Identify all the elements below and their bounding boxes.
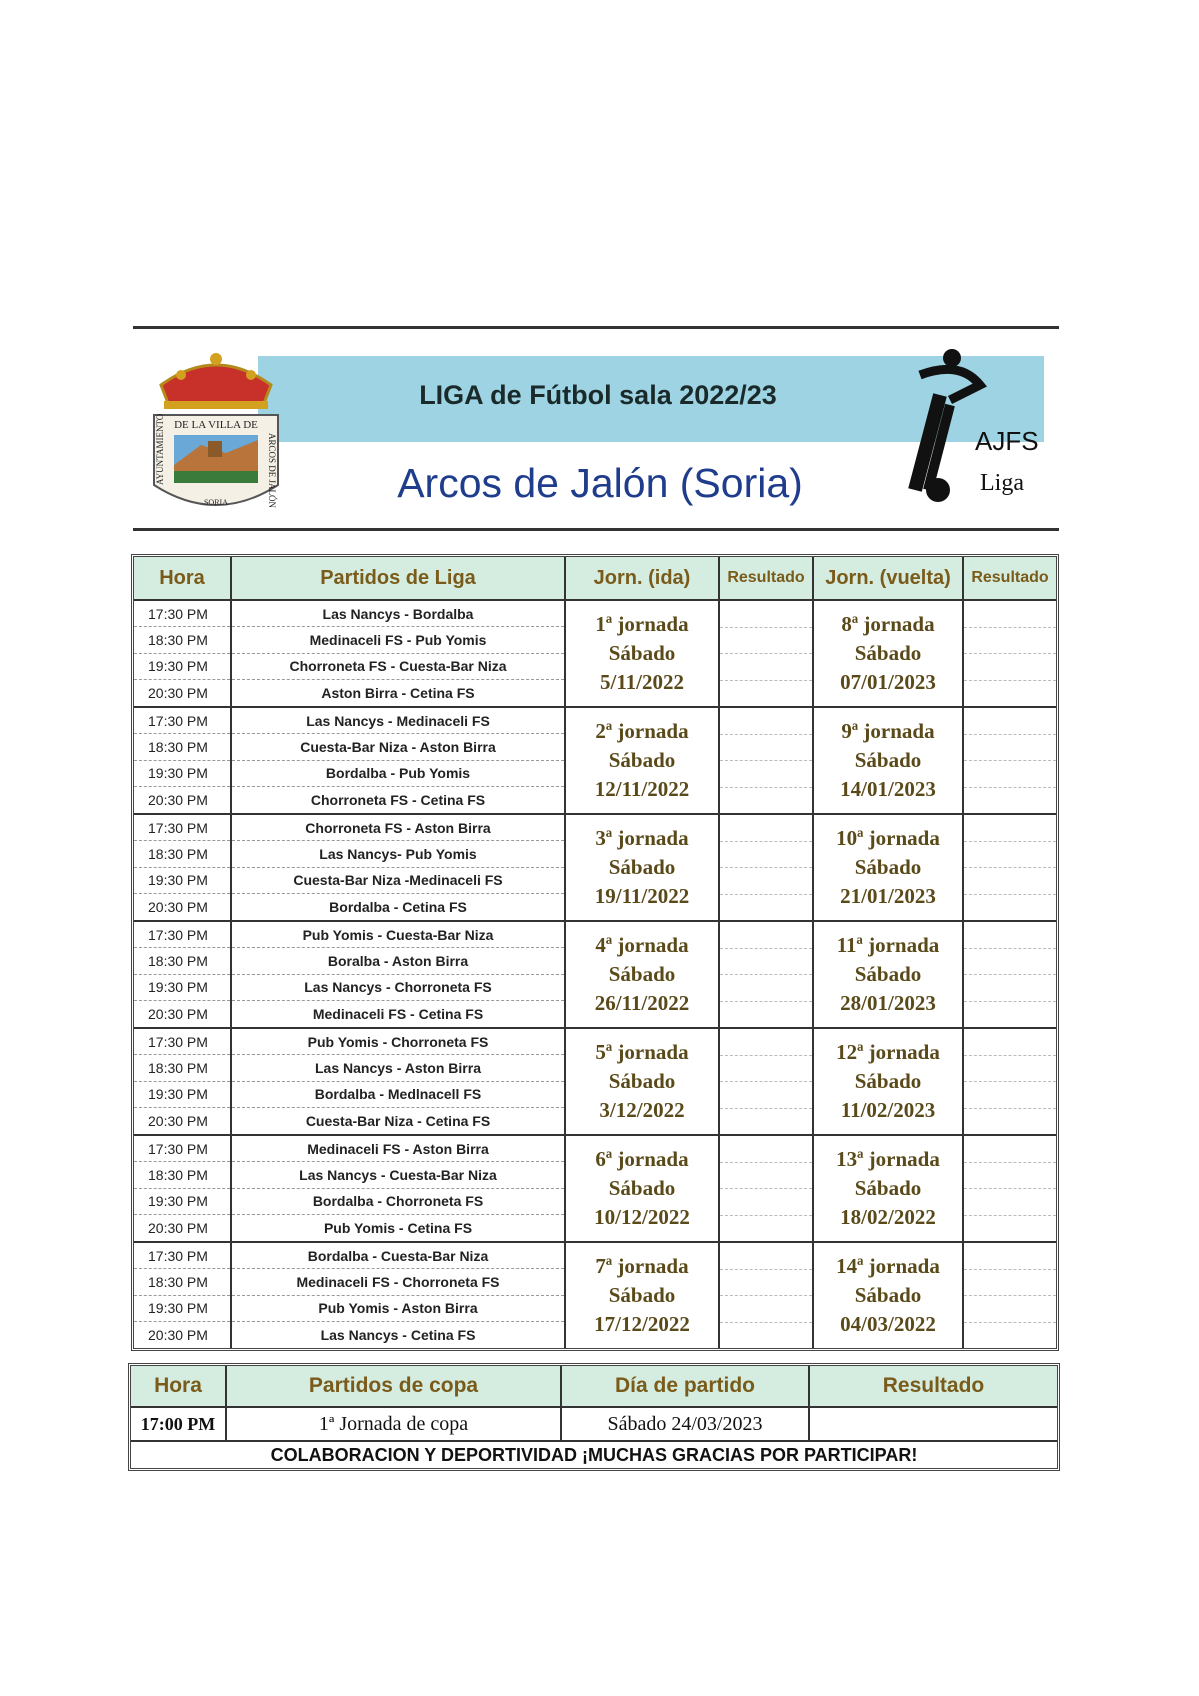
result-line [964, 628, 1056, 655]
matchday-block [134, 922, 1056, 1029]
match-time: 18:30 PM [134, 1162, 230, 1188]
result-line [964, 1189, 1056, 1216]
time-column [134, 922, 232, 1027]
time-column [134, 815, 232, 920]
result-line [964, 1270, 1056, 1297]
jornada-vuelta [814, 1243, 964, 1348]
result-line [720, 628, 812, 655]
jornada-vuelta [814, 1136, 964, 1241]
time-column [134, 1243, 232, 1348]
jornada-vuelta-line: 21/01/2023 [840, 884, 936, 908]
result-vuelta-cell[interactable] [964, 601, 1056, 706]
cup-date: Sábado 24/03/2023 [562, 1408, 810, 1440]
crest-logo [146, 345, 286, 520]
header-jorn-vuelta: Jorn. (vuelta) [814, 557, 964, 599]
match-time: 20:30 PM [148, 1005, 208, 1022]
result-line [720, 1216, 812, 1242]
match-pairing: Chorroneta FS - Cuesta-Bar Niza [232, 654, 564, 680]
jornada-ida-line: 5/11/2022 [599, 670, 684, 694]
match-pairing: Boralba - Aston Birra [232, 948, 564, 974]
result-line [720, 1109, 812, 1135]
jornada-ida-line: 3ª jornada [595, 826, 689, 850]
result-line [720, 1163, 812, 1190]
result-line [720, 1029, 812, 1056]
logo-top-text: AJFS [975, 426, 1039, 456]
jornada-vuelta-line: Sábado [854, 855, 922, 879]
result-line [720, 708, 812, 735]
result-line [720, 1002, 812, 1028]
result-line [720, 735, 812, 762]
match-time: 19:30 PM [134, 761, 230, 787]
crest-top-text: DE LA VILLA DE [174, 419, 258, 431]
player-icon [915, 349, 980, 502]
result-ida-cell[interactable] [720, 708, 814, 813]
match-time: 18:30 PM [134, 1055, 230, 1081]
result-line [720, 949, 812, 976]
result-vuelta-cell[interactable] [964, 1136, 1056, 1241]
match-time: 17:30 PM [134, 708, 230, 734]
result-line [964, 1002, 1056, 1028]
jornada-ida [566, 1243, 720, 1348]
result-line [964, 1056, 1056, 1083]
jornada-vuelta-line: 11/02/2023 [840, 1098, 936, 1122]
jornada-ida-line: 4ª jornada [595, 933, 689, 957]
result-line [964, 868, 1056, 895]
cup-header-hora: Hora [131, 1366, 227, 1406]
cup-header-dia: Día de partido [562, 1366, 810, 1406]
jornada-vuelta-line: Sábado [854, 748, 922, 772]
matches-column [232, 922, 566, 1027]
time-column [134, 1136, 232, 1241]
match-pairing: Pub Yomis - Aston Birra [232, 1296, 564, 1322]
result-line [964, 1136, 1056, 1163]
match-pairing: Bordalba - Pub Yomis [232, 761, 564, 787]
jornada-ida-line: Sábado [608, 748, 676, 772]
header-resultado-vuelta: Resultado [964, 557, 1056, 599]
jornada-vuelta [814, 922, 964, 1027]
result-ida-cell[interactable] [720, 1243, 814, 1348]
result-line [964, 1163, 1056, 1190]
result-line [720, 975, 812, 1002]
jornada-vuelta-line: 12ª jornada [836, 1040, 940, 1064]
cup-header-row [131, 1366, 1057, 1408]
result-line [964, 949, 1056, 976]
result-ida-cell[interactable] [720, 815, 814, 920]
match-time: 19:30 PM [134, 1082, 230, 1108]
bottom-rule [133, 528, 1059, 531]
jornada-vuelta [814, 815, 964, 920]
jornada-ida [566, 922, 720, 1027]
result-ida-cell[interactable] [720, 601, 814, 706]
jornada-ida-line: 26/11/2022 [594, 991, 690, 1015]
jornada-ida [566, 1136, 720, 1241]
match-pairing: Pub Yomis - Cuesta-Bar Niza [232, 922, 564, 948]
match-time: 17:30 PM [134, 1136, 230, 1162]
result-line [720, 654, 812, 681]
result-line [720, 895, 812, 921]
jornada-vuelta [814, 1029, 964, 1134]
match-time: 18:30 PM [134, 1269, 230, 1295]
match-pairing: Bordalba - Chorroneta FS [232, 1189, 564, 1215]
jornada-ida-line: 3/12/2022 [599, 1098, 685, 1122]
match-time: 17:30 PM [134, 1029, 230, 1055]
jornada-vuelta-line: 9ª jornada [841, 719, 935, 743]
result-line [964, 895, 1056, 921]
result-line [964, 1243, 1056, 1270]
result-vuelta-cell[interactable] [964, 708, 1056, 813]
jornada-ida-line: 1ª jornada [595, 612, 689, 636]
result-line [720, 1136, 812, 1163]
jornada-ida-line: Sábado [608, 1069, 676, 1093]
match-pairing: Las Nancys - Aston Birra [232, 1055, 564, 1081]
matches-column [232, 708, 566, 813]
schedule-header-row [134, 557, 1056, 601]
result-ida-cell[interactable] [720, 922, 814, 1027]
match-time: 17:30 PM [134, 601, 230, 627]
result-line [964, 1216, 1056, 1242]
result-line [720, 761, 812, 788]
match-time: 18:30 PM [134, 627, 230, 653]
jornada-vuelta-line: Sábado [854, 1283, 922, 1307]
result-line [964, 975, 1056, 1002]
matchday-block [134, 1243, 1056, 1348]
match-time: 18:30 PM [134, 841, 230, 867]
match-time: 20:30 PM [148, 1112, 208, 1129]
result-line [720, 1296, 812, 1323]
result-line [720, 922, 812, 949]
match-time: 19:30 PM [134, 975, 230, 1001]
header-resultado-ida: Resultado [720, 557, 814, 599]
result-line [964, 1082, 1056, 1109]
match-pairing: Chorroneta FS - Cetina FS [310, 791, 486, 808]
header-partidos: Partidos de Liga [232, 557, 566, 599]
cup-time: 17:00 PM [131, 1408, 227, 1440]
time-column [134, 708, 232, 813]
result-ida-cell[interactable] [720, 1136, 814, 1241]
result-ida-cell[interactable] [720, 1029, 814, 1134]
match-time: 17:30 PM [134, 1243, 230, 1269]
jornada-vuelta-line: 11ª jornada [836, 933, 940, 957]
logo-bottom-text: Liga [980, 470, 1024, 496]
jornada-ida [566, 815, 720, 920]
time-column [134, 601, 232, 706]
matchday-block [134, 601, 1056, 708]
match-pairing: Cuesta-Bar Niza - Aston Birra [232, 734, 564, 760]
match-time: 20:30 PM [148, 1326, 208, 1343]
crown-icon [161, 353, 271, 409]
result-vuelta-cell[interactable] [964, 922, 1056, 1027]
match-pairing: Aston Birra - Cetina FS [321, 684, 475, 701]
result-line [964, 761, 1056, 788]
jornada-ida-line: 10/12/2022 [594, 1205, 690, 1229]
crest-right-text: ARCOS DE JALÓN [267, 433, 277, 509]
jornada-vuelta-line: 10ª jornada [836, 826, 940, 850]
jornada-vuelta-line: 8ª jornada [841, 612, 935, 636]
result-line [720, 1243, 812, 1270]
match-pairing: Las Nancys- Pub Yomis [232, 841, 564, 867]
cup-result [810, 1408, 1057, 1440]
match-pairing: Chorroneta FS - Aston Birra [232, 815, 564, 841]
match-time: 20:30 PM [148, 898, 208, 915]
match-time: 19:30 PM [134, 654, 230, 680]
cup-header-partidos: Partidos de copa [227, 1366, 562, 1406]
jornada-ida [566, 1029, 720, 1134]
result-vuelta-cell[interactable] [964, 1243, 1056, 1348]
result-line [720, 1189, 812, 1216]
match-pairing: Cuesta-Bar Niza -Medinaceli FS [232, 868, 564, 894]
result-line [720, 681, 812, 707]
match-pairing: Cuesta-Bar Niza - Cetina FS [305, 1112, 491, 1129]
result-line [964, 708, 1056, 735]
header-jorn-ida: Jorn. (ida) [566, 557, 720, 599]
result-line [964, 1323, 1056, 1349]
page-subtitle: Arcos de Jalón (Soria) [397, 460, 803, 506]
jornada-ida-line: 17/12/2022 [594, 1312, 690, 1336]
result-line [964, 735, 1056, 762]
matchday-block [134, 708, 1056, 815]
match-pairing: Las Nancys - Chorroneta FS [232, 975, 564, 1001]
crest-left-text: AYUNTAMIENTO [155, 413, 165, 485]
matches-column [232, 815, 566, 920]
match-time: 19:30 PM [134, 1189, 230, 1215]
cup-match: 1ª Jornada de copa [227, 1408, 562, 1440]
matches-column [232, 1243, 566, 1348]
jornada-vuelta [814, 601, 964, 706]
jornada-ida-line: 2ª jornada [595, 719, 689, 743]
crest-bottom-text: SORIA [203, 498, 229, 507]
match-pairing: Bordalba - Cuesta-Bar Niza [232, 1243, 564, 1269]
jornada-ida-line: 12/11/2022 [594, 777, 690, 801]
result-line [720, 601, 812, 628]
result-line [964, 681, 1056, 707]
result-line [964, 1029, 1056, 1056]
match-time: 17:30 PM [134, 815, 230, 841]
match-time: 18:30 PM [134, 734, 230, 760]
match-pairing: Las Nancys - Bordalba [232, 601, 564, 627]
match-time: 18:30 PM [134, 948, 230, 974]
jornada-ida-line: 7ª jornada [595, 1254, 689, 1278]
result-vuelta-cell[interactable] [964, 815, 1056, 920]
jornada-ida-line: 19/11/2022 [594, 884, 690, 908]
result-line [964, 1109, 1056, 1135]
matchday-block [134, 1029, 1056, 1136]
match-pairing: Medinaceli FS - Chorroneta FS [232, 1269, 564, 1295]
ajfs-logo [880, 340, 1040, 515]
match-pairing: Medinaceli FS - Cetina FS [312, 1005, 484, 1022]
match-pairing: Medinaceli FS - Pub Yomis [232, 627, 564, 653]
match-pairing: Bordalba - Cetina FS [329, 898, 467, 915]
result-line [720, 1323, 812, 1349]
jornada-vuelta-line: 14ª jornada [836, 1254, 940, 1278]
result-line [964, 1296, 1056, 1323]
result-line [720, 842, 812, 869]
jornada-ida [566, 601, 720, 706]
jornada-ida-line: 5ª jornada [595, 1040, 689, 1064]
jornada-ida [566, 708, 720, 813]
jornada-vuelta-line: Sábado [854, 962, 922, 986]
matchday-block [134, 815, 1056, 922]
jornada-vuelta-line: Sábado [854, 641, 922, 665]
jornada-vuelta-line: 13ª jornada [836, 1147, 940, 1171]
cup-row [131, 1408, 1057, 1442]
jornada-ida-line: 6ª jornada [595, 1147, 689, 1171]
match-pairing: Las Nancys - Cuesta-Bar Niza [232, 1162, 564, 1188]
league-schedule-table [131, 554, 1059, 1351]
result-line [964, 842, 1056, 869]
matchday-block [134, 1136, 1056, 1243]
match-time: 19:30 PM [134, 868, 230, 894]
result-line [720, 788, 812, 814]
result-line [964, 815, 1056, 842]
page-title: LIGA de Fútbol sala 2022/23 [419, 380, 777, 410]
matches-column [232, 1029, 566, 1134]
result-line [964, 922, 1056, 949]
jornada-vuelta-line: 04/03/2022 [840, 1312, 936, 1336]
match-time: 20:30 PM [148, 791, 208, 808]
jornada-vuelta-line: 18/02/2022 [840, 1205, 936, 1229]
jornada-ida-line: Sábado [608, 1176, 676, 1200]
jornada-vuelta [814, 708, 964, 813]
matches-column [232, 1136, 566, 1241]
match-pairing: Las Nancys - Medinaceli FS [232, 708, 564, 734]
match-pairing: Pub Yomis - Cetina FS [323, 1219, 473, 1236]
cup-table [128, 1363, 1060, 1471]
match-pairing: Bordalba - Medlnacell FS [232, 1082, 564, 1108]
match-pairing: Las Nancys - Cetina FS [320, 1326, 476, 1343]
jornada-vuelta-line: Sábado [854, 1176, 922, 1200]
result-line [964, 601, 1056, 628]
result-line [720, 1056, 812, 1083]
jornada-ida-line: Sábado [608, 962, 676, 986]
match-time: 20:30 PM [148, 684, 208, 701]
result-line [720, 815, 812, 842]
jornada-vuelta-line: 14/01/2023 [840, 777, 936, 801]
jornada-vuelta-line: Sábado [854, 1069, 922, 1093]
match-time: 19:30 PM [134, 1296, 230, 1322]
match-time: 17:30 PM [134, 922, 230, 948]
jornada-vuelta-line: 07/01/2023 [840, 670, 936, 694]
result-line [964, 654, 1056, 681]
jornada-ida-line: Sábado [608, 855, 676, 879]
result-line [720, 1082, 812, 1109]
cup-footer-message: COLABORACION Y DEPORTIVIDAD ¡MUCHAS GRACIAS POR PARTICIPAR! [270, 1444, 918, 1465]
matches-column [232, 601, 566, 706]
result-line [964, 788, 1056, 814]
result-vuelta-cell[interactable] [964, 1029, 1056, 1134]
result-line [720, 1270, 812, 1297]
header-hora: Hora [134, 557, 232, 599]
time-column [134, 1029, 232, 1134]
result-line [720, 868, 812, 895]
match-pairing: Medinaceli FS - Aston Birra [232, 1136, 564, 1162]
cup-header-resultado: Resultado [810, 1366, 1057, 1406]
jornada-vuelta-line: 28/01/2023 [840, 991, 936, 1015]
top-rule [133, 326, 1059, 329]
jornada-ida-line: Sábado [608, 641, 676, 665]
match-time: 20:30 PM [148, 1219, 208, 1236]
match-pairing: Pub Yomis - Chorroneta FS [232, 1029, 564, 1055]
jornada-ida-line: Sábado [608, 1283, 676, 1307]
